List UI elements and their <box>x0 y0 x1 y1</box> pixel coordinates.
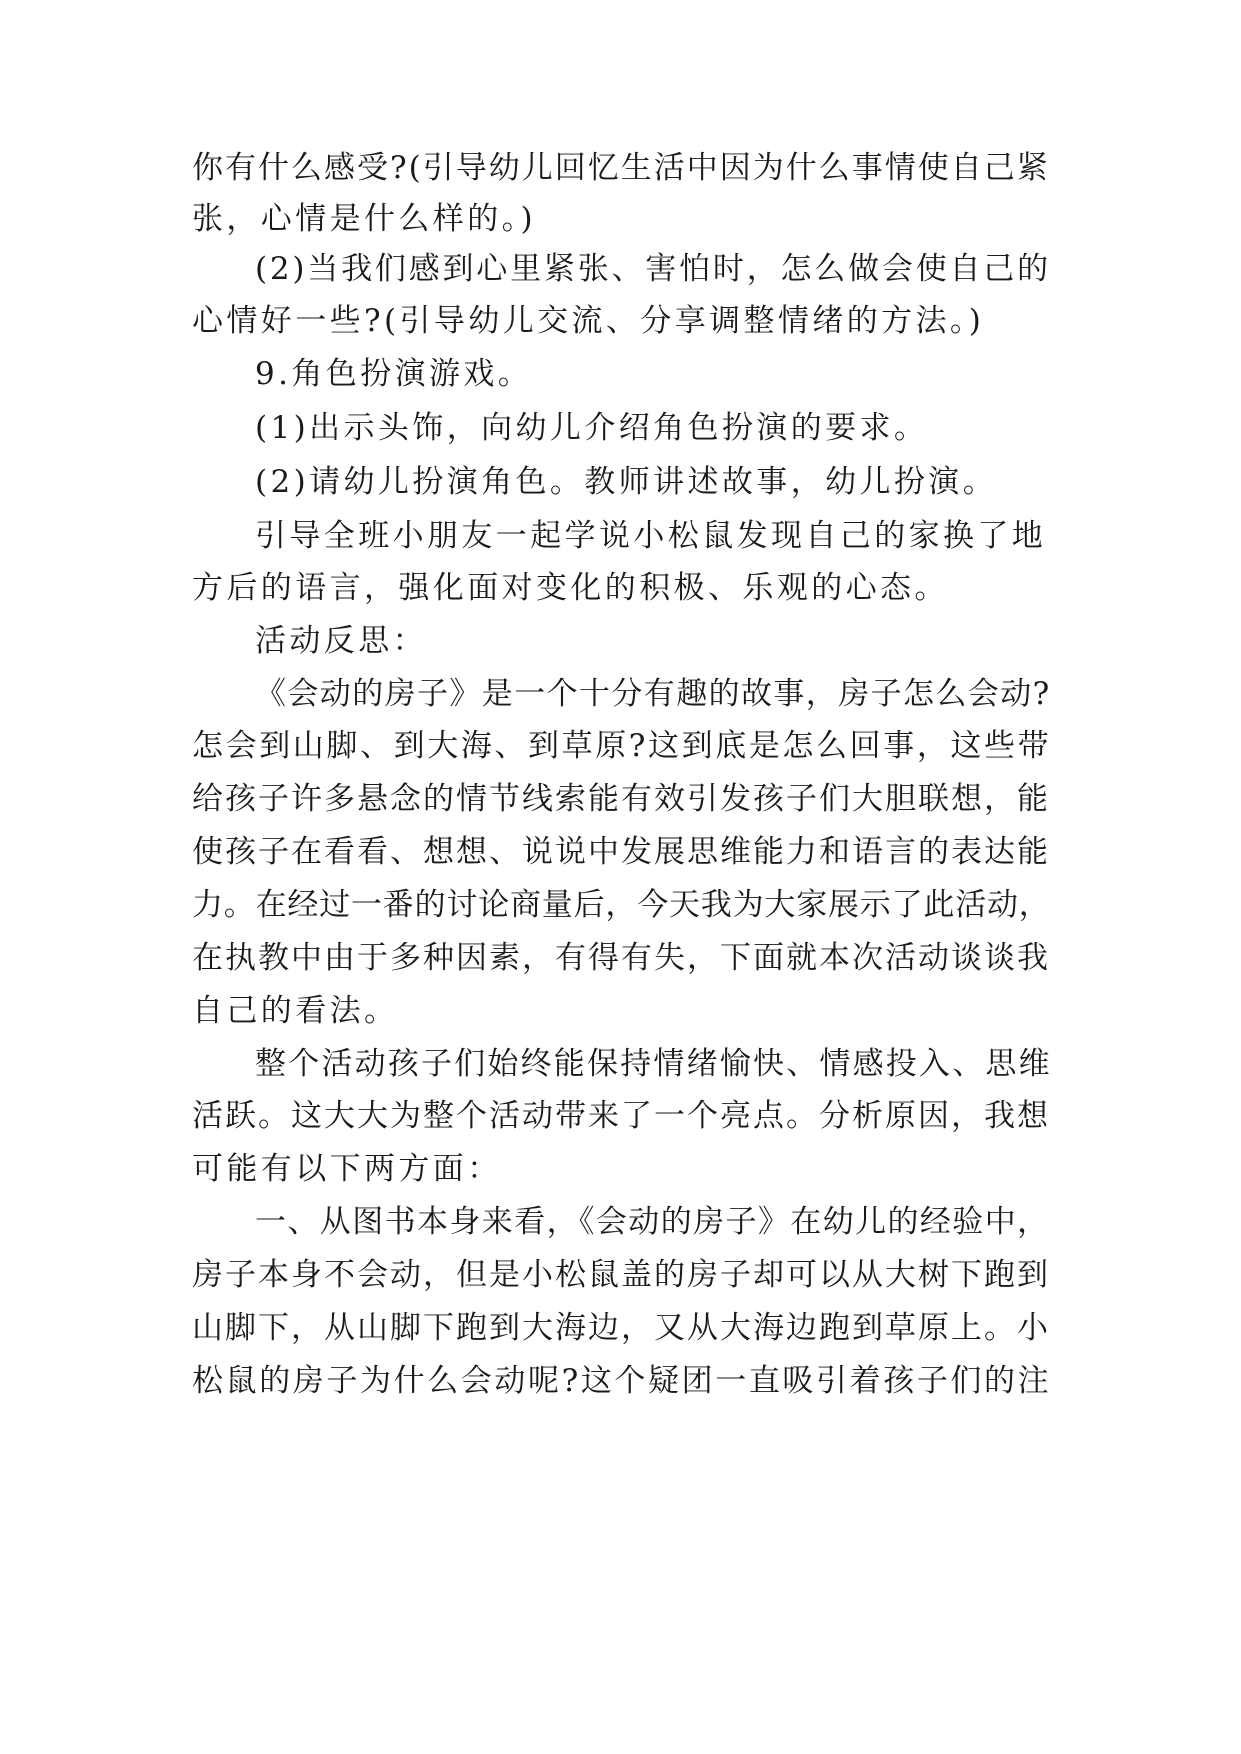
text-line: 可能有以下两方面： <box>192 1151 502 1187</box>
text-line: 松鼠的房子为什么会动呢?这个疑团一直吸引着孩子们的注 <box>192 1363 1052 1399</box>
text-line: 9.角色扮演游戏。 <box>255 356 533 392</box>
text-line: 房子本身不会动，但是小松鼠盖的房子却可以从大树下跑到 <box>192 1257 1050 1293</box>
text-line: 使孩子在看看、想想、说说中发展思维能力和语言的表达能 <box>192 834 1050 870</box>
text-line: 整个活动孩子们始终能保持情绪愉快、情感投入、思维 <box>255 1046 1052 1082</box>
text-line: 怎会到山脚、到大海、到草原?这到底是怎么回事，这些带 <box>192 728 1052 764</box>
text-line: 在执教中由于多种因素，有得有失，下面就本次活动谈谈我 <box>192 940 1050 976</box>
text-line: 给孩子许多悬念的情节线索能有效引发孩子们大胆联想，能 <box>192 781 1050 817</box>
text-line: 心情好一些?(引导幼儿交流、分享调整情绪的方法。) <box>192 303 985 339</box>
text-line: 引导全班小朋友一起学说小松鼠发现自己的家换了地 <box>255 518 1047 554</box>
text-line: 你有什么感受?(引导幼儿回忆生活中因为什么事情使自己紧 <box>192 150 1050 186</box>
text-line: 力。在经过一番的讨论商量后，今天我为大家展示了此活动， <box>192 887 1051 923</box>
text-line: 自己的看法。 <box>192 993 399 1029</box>
text-line: (2)当我们感到心里紧张、害怕时，怎么做会使自己的 <box>255 251 1051 287</box>
text-line: 《会动的房子》是一个十分有趣的故事，房子怎么会动? <box>255 676 1051 712</box>
text-line: 一、从图书本身来看，《会动的房子》在幼儿的经验中， <box>255 1204 1050 1240</box>
text-line: 山脚下，从山脚下跑到大海边，又从大海边跑到草原上。小 <box>192 1310 1050 1346</box>
section-heading: 活动反思： <box>255 623 427 659</box>
text-line: (1)出示头饰，向幼儿介绍角色扮演的要求。 <box>255 410 929 446</box>
text-line: 活跃。这大大为整个活动带来了一个亮点。分析原因，我想 <box>192 1098 1050 1134</box>
text-line: 张，心情是什么样的。) <box>192 201 536 237</box>
text-line: (2)请幼儿扮演角色。教师讲述故事，幼儿扮演。 <box>255 464 998 500</box>
text-line: 方后的语言，强化面对变化的积极、乐观的心态。 <box>192 570 949 606</box>
